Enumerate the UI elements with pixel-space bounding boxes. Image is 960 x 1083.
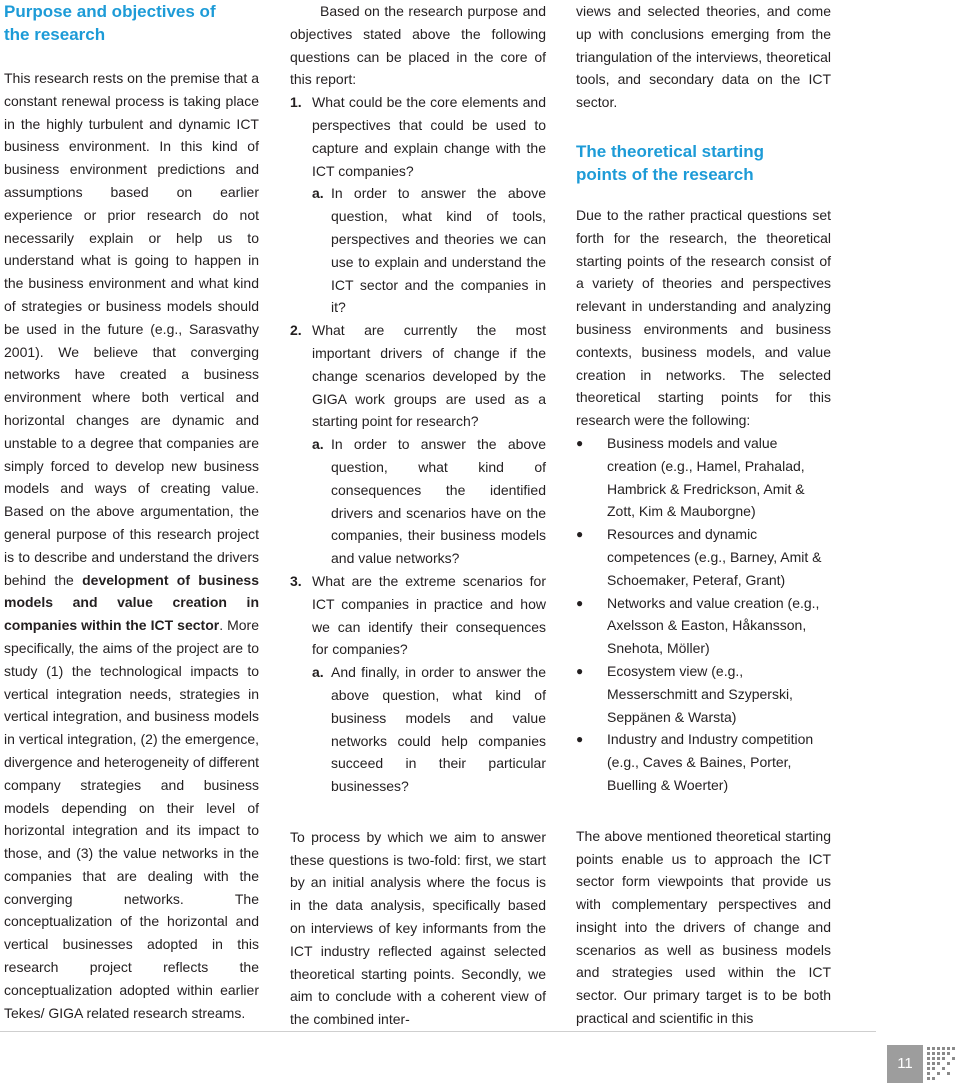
question-text: In order to answer the above question, what kind of consequences the identified drivers and scenarios have on the companies, their business models and value networks?: [331, 436, 546, 567]
paragraph-intro: Based on the research purpose and objectives stated above the following questions can be placed in the core of this report:: [290, 3, 546, 88]
list-letter: a.: [312, 664, 324, 681]
paragraph-continued: views and selected theories, and come up with conclusions emerging from the triangulation of the interviews, theoretical tools, and secondary data on the ICT sector.: [576, 3, 831, 111]
list-number: 2.: [290, 322, 302, 339]
list-item: [290, 182, 546, 319]
column-middle: [290, 0, 546, 1031]
paragraph-purpose: [4, 67, 259, 1024]
bullet-text: Ecosystem view (e.g., Messerschmitt and Szyperski, Seppänen & Warsta): [607, 662, 793, 725]
bullet-text: Industry and Industry competition (e.g., Caves & Baines, Porter, Buelling & Woerter): [607, 731, 814, 793]
footer-divider: [0, 1031, 876, 1032]
theory-bullet-list: [576, 432, 831, 797]
list-item: [290, 661, 546, 798]
question-text: What are the extreme scenarios for ICT companies in practice and how we can identify their consequences for companies?: [312, 572, 546, 658]
column-right: [576, 0, 831, 1030]
question-text: What are currently the most important drivers of change if the change scenarios developed by the GIGA work groups are used as a starting point for research?: [312, 322, 546, 430]
list-item: [576, 660, 831, 728]
paragraph-text: This research rests on the premise that a constant renewal process is taking place in the highly turbulent and dynamic ICT business environment. In this kind of business environment predictions and assumptions based on earlier experience or prior research do not necessarily explain or help us to understand what is going to happen in the business environment and what kind of strategies or business models should be used in the future (e.g., Sarasvathy 2001). We believe that converging networks have created a business environment where both vertical and horizontal changes are dynamic and unstable to a degree that companies are simply forced to develop new business models and ways of creating value. Based on the above argumentation, the general purpose of this research project is to describe and understand the drivers behind the: [4, 70, 259, 588]
list-item: [290, 91, 546, 182]
section-heading-purpose: Purpose and objectives of the research: [4, 2, 216, 44]
section-heading-theoretical: The theoretical starting points of the research: [576, 141, 764, 184]
bullet-icon: ●: [576, 527, 584, 542]
question-text: What could be the core elements and perspectives that could be used to capture and explain change with the ICT companies?: [312, 94, 546, 179]
list-item: [576, 592, 831, 660]
bullet-icon: ●: [576, 663, 584, 678]
bullet-text: Resources and dynamic competences (e.g., Barney, Amit & Schoemaker, Peteraf, Grant): [607, 526, 822, 588]
list-letter: a.: [312, 185, 324, 202]
bullet-icon: ●: [576, 732, 584, 747]
paragraph-text: . More specifically, the aims of the project are to study (1) the technological impacts to vertical integration needs, strategies in vertical integration, and business models in vertical integration, (2) the emergence, divergence and heterogeneity of different company strategies and business models depending on their level of horizontal integration and its impact to those, and (3) the value networks in the companies that are dealing with the converging networks. The conceptualization of the horizontal and vertical businesses adopted in this research project reflects the conceptualization adopted within earlier Tekes/ GIGA related research streams.: [4, 617, 260, 1021]
list-letter: a.: [312, 436, 324, 453]
list-item: [576, 728, 831, 796]
list-item: [576, 523, 831, 591]
paragraph-conclusion: The above mentioned theoretical starting points enable us to approach the ICT sector form viewpoints that provide us with complementary perspectives and insight into the drivers of change and scenarios as well as business models and strategies used within the ICT sector. Our primary target is to be both practical and scientific in this: [576, 827, 831, 1027]
question-text: In order to answer the above question, what kind of tools, perspectives and theories we can use to explain and understand the ICT sector and the companies in it?: [331, 185, 546, 316]
bullet-text: Business models and value creation (e.g., Hamel, Prahalad, Hambrick & Fredrickson, Amit & Zott, Kim & Mauborgne): [607, 434, 805, 520]
bullet-icon: ●: [576, 595, 584, 610]
paragraph-process: To process by which we aim to answer these questions is two-fold: first, we start by an initial analysis where the focus is in the data analysis, specifically based on interviews of key informants from the ICT industry reflected against selected theoretical starting points. Secondly, we aim to conclude with a coherent view of the combined inter-: [290, 828, 546, 1028]
list-number: 3.: [290, 572, 302, 589]
bullet-text: Networks and value creation (e.g., Axelsson & Easton, Håkansson, Snehota, Möller): [607, 594, 820, 657]
paragraph-theoretical: Due to the rather practical questions set forth for the research, the theoretical starting points of the research consist of a variety of theories and perspectives relevant in understanding and analyzing business environments and business contexts, business models, and value creation in networks. The selected theoretical starting points for this research were the following:: [576, 206, 831, 429]
question-list: [290, 91, 546, 798]
list-item: [576, 432, 831, 523]
list-item: [290, 319, 546, 433]
page-number: 11: [887, 1045, 923, 1083]
dot-pattern-icon: [925, 1045, 960, 1083]
list-item: [290, 570, 546, 661]
bullet-icon: ●: [576, 435, 584, 450]
emphasis-text: development of business models and value creation in companies within the ICT sector: [4, 571, 259, 634]
question-text: And finally, in order to answer the above question, what kind of business models and value networks could help companies succeed in their particular businesses?: [331, 664, 546, 795]
column-left: [4, 0, 259, 1024]
list-number: 1.: [290, 94, 302, 111]
list-item: [290, 433, 546, 570]
